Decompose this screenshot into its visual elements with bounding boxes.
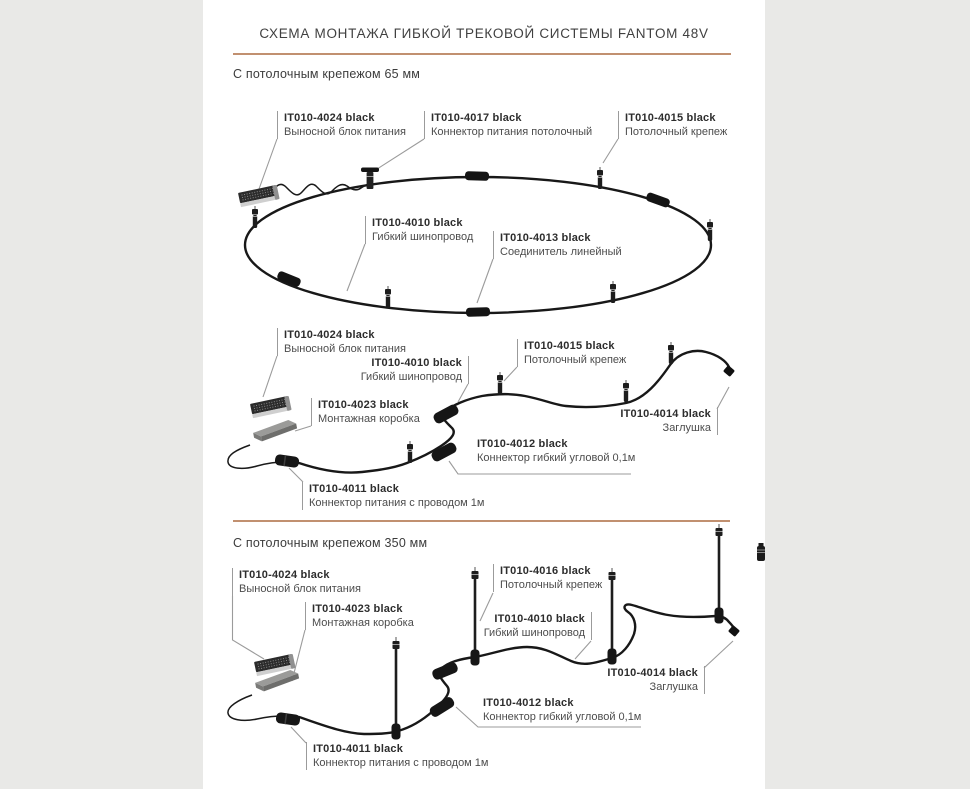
part-code: IT010-4017 black	[431, 112, 522, 124]
part-code: IT010-4010 black	[494, 613, 585, 625]
part-desc: Коннектор гибкий угловой 0,1м	[477, 452, 636, 464]
part-code: IT010-4024 black	[239, 569, 330, 581]
part-desc: Выносной блок питания	[284, 343, 406, 355]
mounting-box-icon	[252, 419, 298, 443]
part-code: IT010-4014 black	[620, 408, 711, 420]
power-supply-icon	[250, 396, 292, 418]
part-desc: Коннектор питания потолочный	[431, 126, 593, 138]
part-code: IT010-4016 black	[500, 565, 591, 577]
endcap-icon	[728, 625, 740, 637]
power-feed-connector-icon	[275, 712, 300, 726]
part-code: IT010-4023 black	[318, 399, 409, 411]
part-code: IT010-4010 black	[371, 357, 462, 369]
part-label-d2-power-connector	[302, 482, 484, 510]
part-desc: Монтажная коробка	[312, 617, 414, 629]
power-feed-connector-icon	[274, 454, 299, 468]
part-desc: Монтажная коробка	[318, 413, 420, 425]
part-desc: Коннектор питания с проводом 1м	[313, 757, 489, 769]
section-350mm-heading: С потолочным крепежом 350 мм	[233, 536, 428, 550]
endcap-icon	[723, 365, 735, 377]
part-desc: Потолочный крепеж	[524, 354, 627, 366]
part-code: IT010-4015 black	[524, 340, 615, 352]
part-label-d3-flex-track	[473, 612, 592, 640]
part-desc: Гибкий шинопровод	[483, 627, 585, 639]
part-label-d1-linear-connector	[493, 231, 622, 259]
part-label-d3-ceiling-mount	[493, 564, 602, 592]
loose-pin-icon	[757, 543, 765, 561]
part-label-d3-corner-connector	[483, 696, 641, 724]
part-desc: Выносной блок питания	[239, 583, 361, 595]
corner-connector-icon	[428, 695, 456, 718]
accent-divider-top	[233, 53, 731, 55]
diagram-ring-65mm	[238, 167, 713, 317]
flex-track-ring	[245, 177, 711, 313]
part-code: IT010-4024 black	[284, 329, 375, 341]
part-desc: Заглушка	[649, 681, 698, 693]
part-desc: Выносной блок питания	[284, 126, 406, 138]
part-code: IT010-4011 black	[309, 483, 400, 495]
section-65mm-heading: С потолочным крепежом 65 мм	[233, 67, 421, 81]
part-code: IT010-4010 black	[372, 217, 463, 229]
part-label-d1-ceiling-power-connector	[424, 111, 592, 139]
part-desc: Коннектор гибкий угловой 0,1м	[483, 711, 642, 723]
part-code: IT010-4014 black	[607, 667, 698, 679]
part-label-d1-flex-track	[365, 216, 473, 244]
part-code: IT010-4012 black	[477, 438, 568, 450]
part-label-d3-power-supply	[232, 568, 361, 596]
part-code: IT010-4023 black	[312, 603, 403, 615]
part-label-d2-flex-track	[340, 356, 469, 384]
part-label-d1-ceiling-mount	[618, 111, 727, 139]
part-desc: Потолочный крепеж	[625, 126, 728, 138]
part-code: IT010-4024 black	[284, 112, 375, 124]
part-desc: Соединитель линейный	[500, 246, 622, 258]
part-code: IT010-4015 black	[625, 112, 716, 124]
part-label-d1-power-supply	[277, 111, 406, 139]
part-desc: Потолочный крепеж	[500, 579, 603, 591]
part-label-d3-endcap	[593, 666, 705, 694]
part-code: IT010-4013 black	[500, 232, 591, 244]
part-code: IT010-4012 black	[483, 697, 574, 709]
part-label-d2-ceiling-mount	[517, 339, 626, 367]
part-label-d2-mounting-box	[311, 398, 420, 426]
corner-connector-icon	[431, 661, 459, 681]
part-label-d3-mounting-box	[305, 602, 414, 630]
part-label-d3-power-connector	[306, 742, 488, 770]
part-label-d2-endcap	[601, 407, 718, 435]
part-label-d2-corner-connector	[477, 437, 635, 465]
part-desc: Коннектор питания с проводом 1м	[309, 497, 485, 509]
part-desc: Гибкий шинопровод	[360, 371, 462, 383]
part-desc: Гибкий шинопровод	[372, 231, 474, 243]
part-label-d2-power-supply	[277, 328, 406, 356]
accent-divider-middle	[233, 520, 730, 522]
part-desc: Заглушка	[662, 422, 711, 434]
part-code: IT010-4011 black	[313, 743, 404, 755]
page-title: СХЕМА МОНТАЖА ГИБКОЙ ТРЕКОВОЙ СИСТЕМЫ FANTOM 48V	[259, 26, 709, 41]
